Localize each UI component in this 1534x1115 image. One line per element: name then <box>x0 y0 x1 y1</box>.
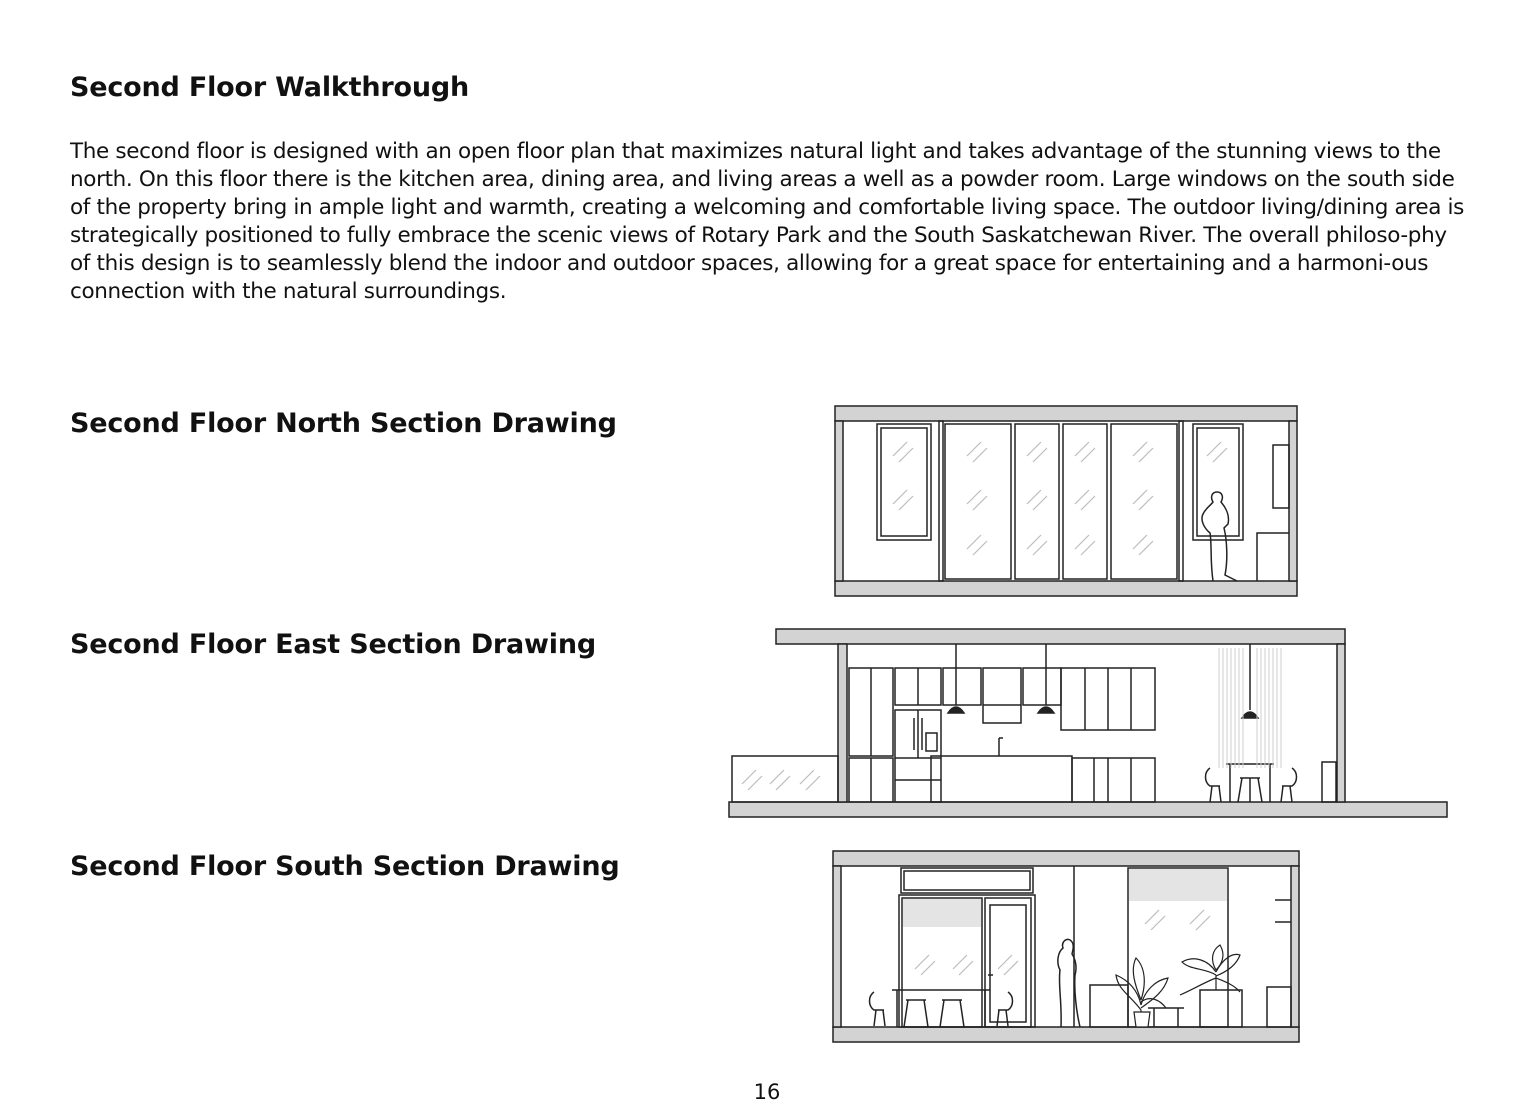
east-section-heading: Second Floor East Section Drawing <box>70 629 597 660</box>
page-number: 16 <box>753 1080 781 1104</box>
north-section-heading: Second Floor North Section Drawing <box>70 408 617 439</box>
east-dining-chairs <box>1206 768 1297 802</box>
east-section-drawing <box>729 629 1447 817</box>
south-section-drawing <box>833 851 1299 1042</box>
north-section-drawing <box>835 406 1297 596</box>
walkthrough-description: The second floor is designed with an open floor plan that maximizes natural light and takes advantage of the stunning views to the north. On this floor there is the kitchen area, dining area, and living areas a well as a powder room. Large windows on the south side of the property bring in ample light and warmth, creating a welcoming and comfortable living space. The outdoor living/dining area is strategically positioned to fully embrace the scenic views of Rotary Park and the South Saskatchewan River. The overall philoso-phy of this design is to seamlessly blend the indoor and outdoor spaces, allowing for a great space for entertaining and a harmoni-ous connection with the natural surroundings. <box>70 139 1465 304</box>
page-title: Second Floor Walkthrough <box>70 72 469 103</box>
south-section-heading: Second Floor South Section Drawing <box>70 851 620 882</box>
east-glass-glare <box>742 770 820 790</box>
